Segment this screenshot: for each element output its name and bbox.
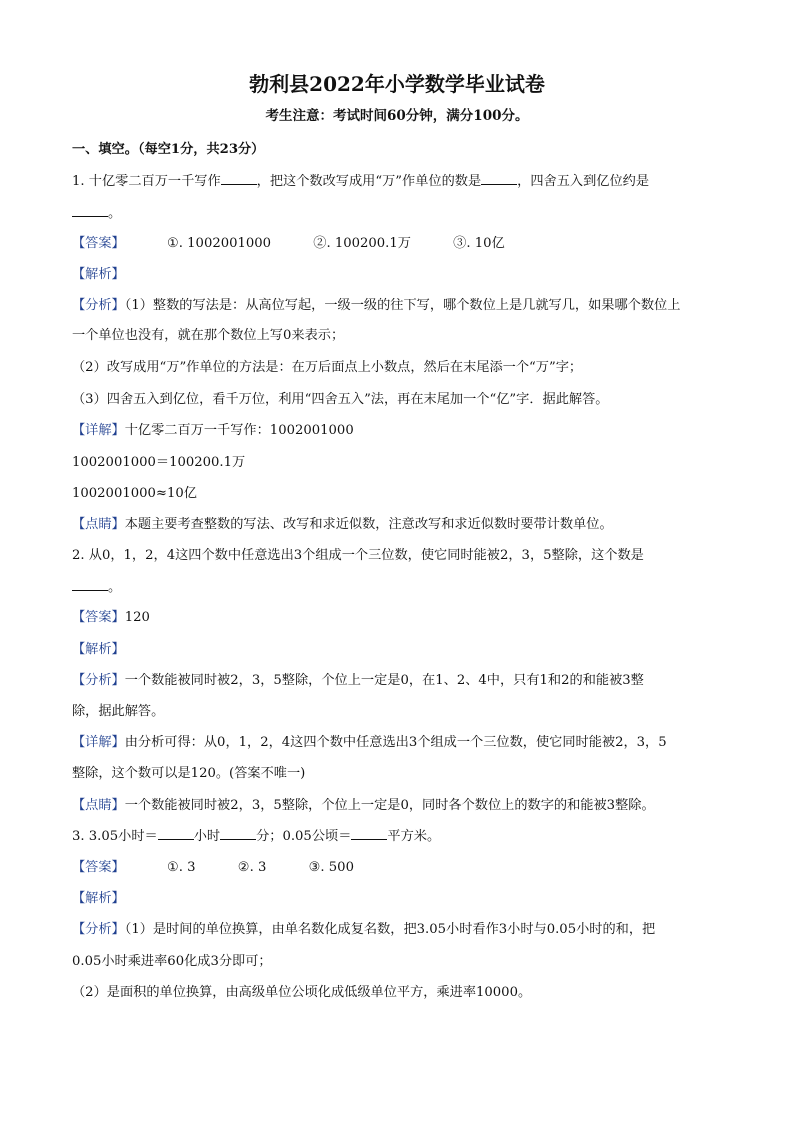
answer-blank [158, 827, 194, 840]
answer-blank [481, 172, 517, 185]
analysis-text: 【分析】一个数能被同时被2，3，5整除，个位上一定是0，在1、2、4中，只有1和2的和能被3整 [72, 673, 644, 688]
tip-text: 【点睛】一个数能被同时被2，3，5整除，个位上一定是0，同时各个数位上的数字的和能被3整除。 [72, 798, 655, 813]
detail-text: 整除，这个数可以是120。(答案不唯一) [72, 766, 306, 781]
analysis-tag: 【解析】 [72, 642, 125, 657]
answer-item: 120 [124, 610, 150, 625]
answer-blank [72, 204, 108, 217]
analysis-text: （2）改写成用“万”作单位的方法是：在万后面点上小数点，然后在末尾添一个“万”字； [72, 360, 583, 375]
analysis-text: （2）是面积的单位换算，由高级单位公顷化成低级单位平方，乘进率10000。 [72, 985, 532, 1000]
detail-text: 1002001000≈10亿 [72, 486, 197, 501]
answer-blank [221, 172, 257, 185]
question-2: 2. 从0，1，2，4这四个数中任意选出3个组成一个三位数，使它同时能被2，3，5整除，这个数是 [72, 548, 644, 563]
analysis-text: 【分析】（1）是时间的单位换算，由单名数化成复名数，把3.05小时看作3小时与0.05小时的和，把 [72, 922, 656, 937]
answer-tag: 【答案】 [72, 610, 125, 625]
answer-row [72, 608, 722, 628]
answer-item: ②. 100200.1万 [313, 236, 411, 251]
question-2-cont: 。 [72, 578, 722, 598]
analysis-text: 一个单位也没有，就在那个数位上写0来表示； [72, 328, 345, 343]
answer-tag: 【答案】 [72, 236, 125, 251]
detail-text: 【详解】十亿零二百万一千写作：1002001000 [72, 423, 354, 438]
answer-item: ③. 500 [308, 860, 354, 875]
answer-item: ②. 3 [237, 860, 267, 875]
tip-text: 【点睛】本题主要考查整数的写法、改写和求近似数，注意改写和求近似数时要带计数单位。 [72, 517, 613, 532]
answer-tag: 【答案】 [72, 860, 125, 875]
detail-text: 【详解】由分析可得：从0，1，2，4这四个数中任意选出3个组成一个三位数，使它同时能被2，3，5 [72, 735, 667, 750]
analysis-text: 0.05小时乘进率60化成3分即可； [72, 954, 272, 969]
analysis-tag: 【解析】 [72, 891, 125, 906]
analysis-text: （3）四舍五入到亿位，看千万位，利用“四舍五入”法，再在末尾加一个“亿”字．据此解答。 [72, 392, 609, 407]
analysis-tag: 【解析】 [72, 267, 125, 282]
answer-blank [351, 827, 387, 840]
answer-item: ①. 3 [166, 860, 196, 875]
answer-blank [220, 827, 256, 840]
section-heading: 一、填空。（每空1分，共23分） [72, 142, 265, 157]
answer-row [72, 234, 722, 254]
analysis-text: 【分析】（1）整数的写法是：从高位写起，一级一级的往下写，哪个数位上是几就写几，如果哪个数位上 [72, 298, 681, 313]
question-1: 1. 十亿零二百万一千写作 ，把这个数改写成用“万”作单位的数是 ，四舍五入到亿位约是 [72, 174, 650, 189]
exam-notice: 考生注意：考试时间60分钟，满分100分。 [265, 108, 529, 124]
detail-text: 1002001000＝100200.1万 [72, 455, 246, 470]
question-1-cont: 。 [72, 204, 722, 224]
page-title: 勃利县2022年小学数学毕业试卷 [249, 72, 545, 96]
answer-item: ③. 10亿 [453, 236, 505, 251]
answer-item: ①. 1002001000 [166, 236, 272, 251]
analysis-text: 除，据此解答。 [72, 704, 165, 719]
question-3: 3. 3.05小时＝ 小时 分；0.05公顷＝ 平方米。 [72, 829, 441, 844]
answer-row [72, 858, 722, 878]
answer-blank [72, 578, 108, 591]
